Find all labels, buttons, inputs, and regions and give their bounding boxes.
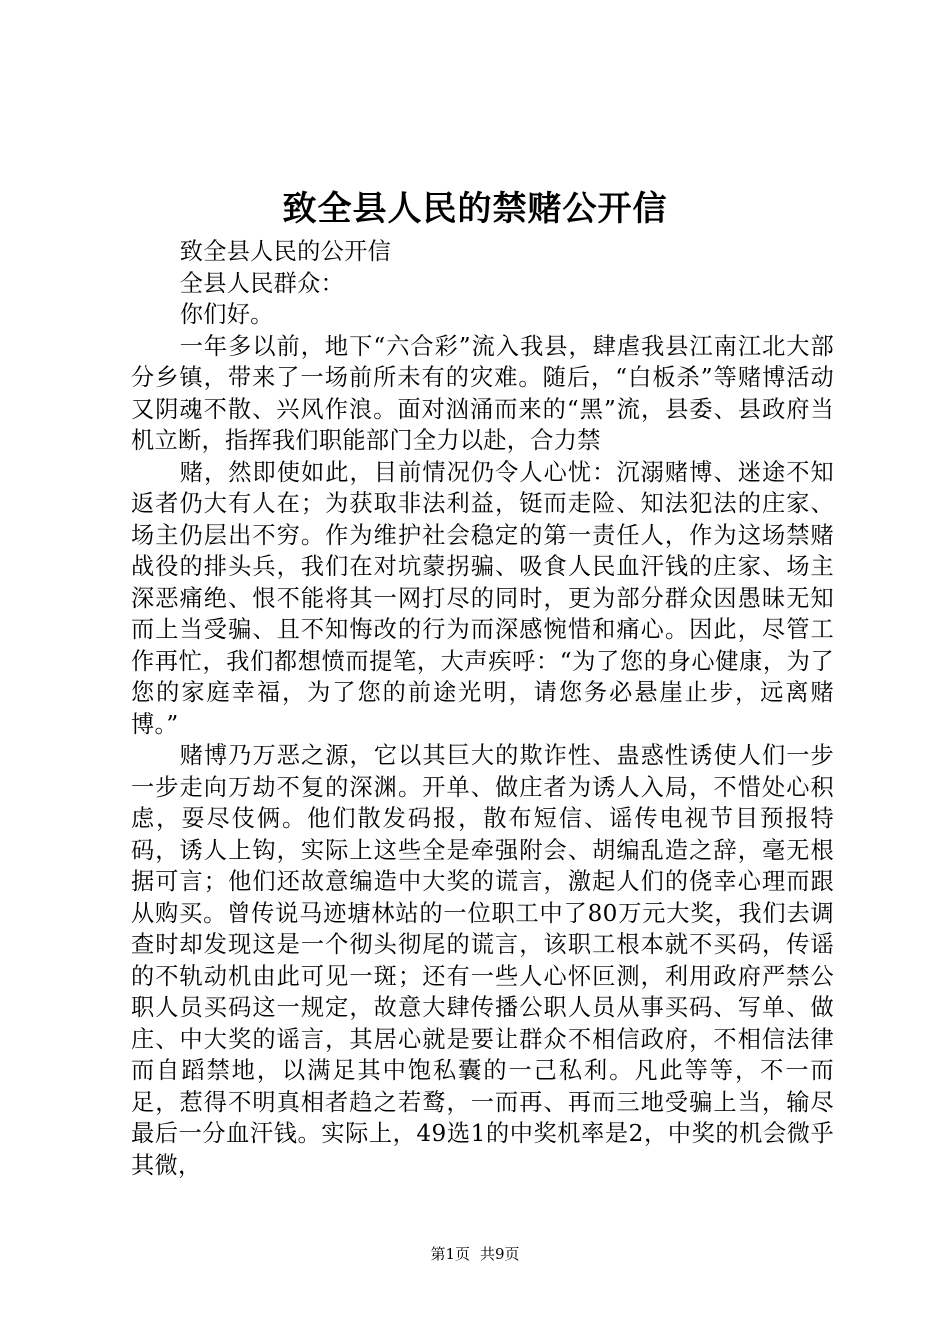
paragraph-addressee: 全县人民群众： bbox=[179, 269, 345, 297]
page-total: 共9页 bbox=[480, 1245, 520, 1263]
paragraph-greeting: 你们好。 bbox=[179, 301, 274, 328]
paragraph-salutation-heading: 致全县人民的公开信 bbox=[179, 238, 392, 265]
page-number: 第1页 bbox=[430, 1245, 470, 1263]
paragraph-body: 一年多以前，地下“六合彩”流入我县，肆虐我县江南江北大部分乡镇，带来了一场前所未有的灾难。随后，“白板杀”等赌博活动又阴魂不散、兴风作浪。面对汹涌而来的“黑”流，县委、县政府当机立断，指挥我们职能部门全力以赴，合力禁 bbox=[131, 332, 834, 454]
page-footer bbox=[0, 1244, 950, 1264]
paragraph-body: 赌，然即使如此，目前情况仍令人心忧：沉溺赌博、迷途不知返者仍大有人在；为获取非法利益，铤而走险、知法犯法的庄家、场主仍层出不穷。作为维护社会稳定的第一责任人，作为这场禁赌战役的排头兵，我们在对坑蒙拐骗、吸食人民血汗钱的庄家、场主深恶痛绝、恨不能将其一网打尽的同时，更为部分群众因愚昧无知而上当受骗、且不知悔改的行为而深感惋惜和痛心。因此，尽管工作再忙，我们都想愤而提笔，大声疾呼：“为了您的身心健康，为了您的家庭幸福，为了您的前途光明，请您务必悬崖止步，远离赌博。” bbox=[131, 458, 834, 738]
document-body bbox=[131, 236, 834, 1181]
document-title: 致全县人民的禁赌公开信 bbox=[282, 189, 668, 229]
paragraph-body: 赌博乃万恶之源，它以其巨大的欺诈性、蛊惑性诱使人们一步一步走向万劫不复的深渊。开单、做庄者为诱人入局，不惜处心积虑，耍尽伎俩。他们散发码报，散布短信、谣传电视节目预报特码，诱人上钩，实际上这些全是牵强附会、胡编乱造之辞，毫无根据可言；他们还故意编造中大奖的谎言，激起人们的侥幸心理而跟从购买。曾传说马迹塘林站的一位职工中了80万元大奖，我们去调查时却发现这是一个彻头彻尾的谎言，该职工根本就不买码，传谣的不轨动机由此可见一斑；还有一些人心怀叵测，利用政府严禁公职人员买码这一规定，故意大肆传播公职人员从事买码、写单、做庄、中大奖的谣言，其居心就是要让群众不相信政府，不相信法律而自蹈禁地，以满足其中饱私囊的一己私利。凡此等等，不一而足，惹得不明真相者趋之若鹜，一而再、再而三地受骗上当，输尽最后一分血汗钱。实际上，49选1的中奖机率是2，中奖的机会微乎其微， bbox=[131, 742, 834, 1179]
